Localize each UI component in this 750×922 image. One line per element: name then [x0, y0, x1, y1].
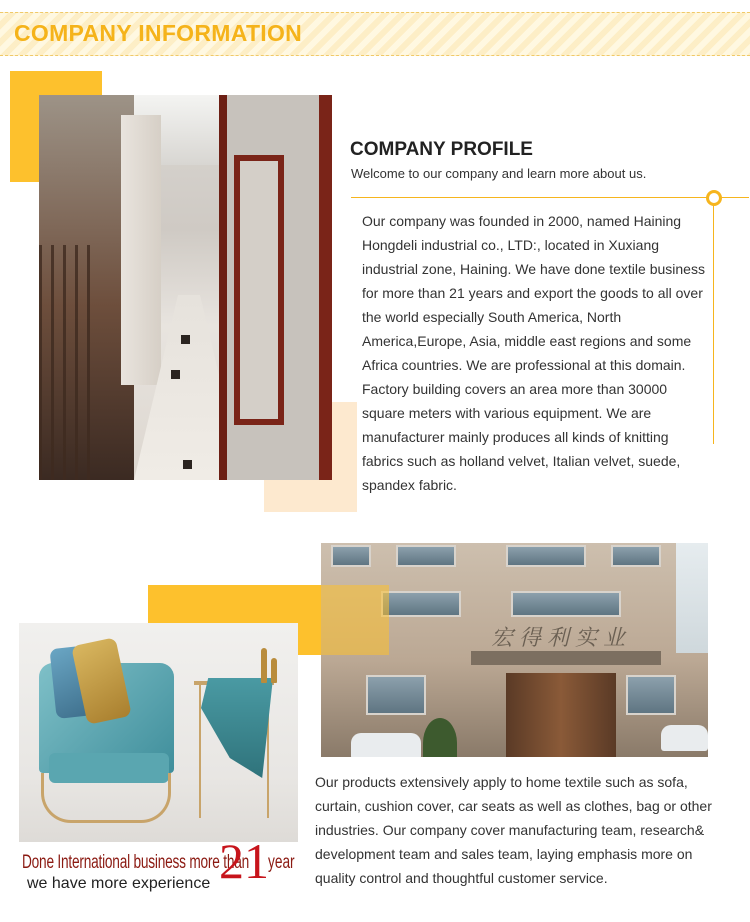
building-window — [506, 545, 586, 567]
products-body-text: Our products extensively apply to home textile such as sofa, curtain, cushion cover, car seats as well as clothes, bag or other industries. Our company cover manufacturing team, research& development team and sales team, laying emphasis more on quality control and thoughtful customer service. — [315, 774, 712, 886]
building-entrance-door — [506, 673, 616, 757]
gold-divider-vertical — [713, 198, 714, 444]
building-tree — [423, 718, 457, 757]
building-window — [366, 675, 426, 715]
decor-yellow-block-overlay — [321, 585, 389, 655]
building-sign: 宏得利实业 — [491, 626, 632, 651]
vase — [261, 648, 267, 683]
chair-frame — [41, 773, 171, 823]
parked-car — [661, 725, 708, 751]
building-window — [331, 545, 371, 567]
vase — [271, 658, 277, 683]
profile-title: COMPANY PROFILE — [350, 139, 533, 160]
building-window — [611, 545, 661, 567]
building-awning — [471, 651, 661, 665]
corridor-photo — [39, 95, 332, 480]
promo-line-1: Done International business more than — [22, 852, 250, 873]
promo-line-2: we have more experience — [27, 875, 211, 892]
building-sky — [676, 543, 708, 653]
velvet-chair-photo — [19, 623, 298, 842]
corridor-railing — [39, 245, 99, 480]
gold-divider-horizontal — [351, 197, 749, 198]
building-window — [626, 675, 676, 715]
circle-dot-icon — [706, 190, 722, 206]
page-title: COMPANY INFORMATION — [14, 20, 303, 46]
corridor-pillar — [121, 115, 161, 385]
promo-number: 21 — [219, 833, 269, 889]
floor-tile — [183, 460, 192, 469]
floor-tile — [171, 370, 180, 379]
building-window — [396, 545, 456, 567]
promo-unit: year — [268, 852, 295, 873]
corridor-glass-door — [234, 155, 284, 425]
profile-subtitle: Welcome to our company and learn more about us. — [351, 166, 647, 181]
floor-tile — [181, 335, 190, 344]
parked-car — [351, 733, 421, 757]
building-window — [511, 591, 621, 617]
building-window — [381, 591, 461, 617]
profile-body-text: Our company was founded in 2000, named Haining Hongdeli industrial co., LTD:, located in Xuxiang industrial zone, Haining. We have done textile business for more than 21 years and export the goods to all over the world especially South America, North America,Europe, Asia, middle east regions and some Africa countries. We are professional at this domain. Factory building covers an area more than 30000 square meters with various equipment. We are manufacturer mainly produces all kinds of knitting fabrics such as holland velvet, Italian velvet, suede, spandex fabric. — [362, 213, 705, 493]
